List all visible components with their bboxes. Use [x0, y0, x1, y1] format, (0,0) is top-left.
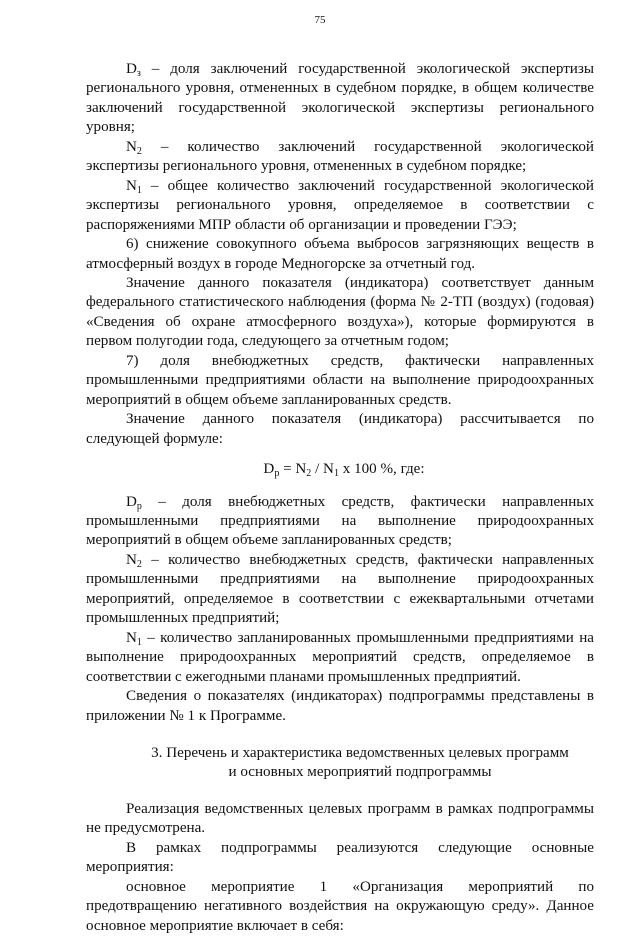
- page-body: [86, 60, 594, 936]
- formula-divide-n: / N: [311, 461, 334, 478]
- definition-n1-expertise: [86, 177, 594, 235]
- section-heading-line-1: 3. Перечень и характеристика ведомственных целевых программ: [151, 744, 569, 761]
- definition-n2-text: – количество заключений государственной экологической экспертизы регионального уровня, отмененных в судебном порядке;: [86, 138, 594, 175]
- symbol-n2-funds: N: [126, 551, 137, 568]
- definition-n1-funds: [86, 629, 594, 687]
- formula: [86, 460, 594, 479]
- symbol-n1-funds: N: [126, 629, 137, 646]
- symbol-dp: D: [126, 493, 137, 510]
- formula-equals-n: = N: [279, 461, 307, 478]
- definition-n2-expertise: [86, 138, 594, 177]
- symbol-d3: D: [126, 61, 137, 77]
- subscript-n2: 2: [136, 145, 142, 157]
- subscript-dp: р: [136, 500, 142, 512]
- paragraph-main-activity-1: основное мероприятие 1 «Организация мероприятий по предотвращению негативного воздействия на окружающую среду». Данное основное мероприятие включает в себя:: [86, 878, 594, 934]
- definition-dp-text: – доля внебюджетных средств, фактически направленных промышленными предприятиями на выполнение природоохранных мероприятий в общем объеме запланированных средств;: [86, 493, 594, 549]
- indicators-summary: Сведения о показателях (индикаторах) подпрограммы представлены в приложении № 1 к Программе.: [86, 688, 594, 724]
- symbol-n2: N: [126, 138, 137, 155]
- section-spacer: [86, 726, 594, 744]
- definition-dp: [86, 493, 594, 551]
- indicator-7-value-note: Значение данного показателя (индикатора) рассчитывается по следующей формуле:: [86, 411, 594, 447]
- indicator-item-6: 6) снижение совокупного объема выбросов загрязняющих веществ в атмосферный воздух в городе Медногорске за отчетный год.: [86, 236, 594, 272]
- formula-dp-subscript: р: [274, 468, 280, 480]
- section-spacer-2: [86, 782, 594, 800]
- formula-tail: x 100 %, где:: [338, 461, 425, 478]
- paragraph-main-activities-intro: В рамках подпрограммы реализуются следующие основные мероприятия:: [86, 839, 594, 876]
- definition-d3-text: – доля заключений государственной экологической экспертизы регионального уровня, отмененных в судебном порядке, в общем количестве заключений государственной экологической экспертизы регионального уровня;: [86, 61, 594, 136]
- subscript-n2-funds: 2: [136, 558, 142, 570]
- definition-n2-funds-text: – количество внебюджетных средств, фактически направленных промышленными предприятиями на выполнение природоохранных мероприятий, определяемое в соответствии с ежеквартальными отчетами промышленных предприятий;: [86, 551, 594, 627]
- indicator-item-7: 7) доля внебюджетных средств, фактически направленных промышленными предприятиями области на выполнение природоохранных мероприятий в общем объеме запланированных средств.: [86, 352, 594, 408]
- subscript-n1-funds: 1: [136, 636, 142, 648]
- definition-n1-text: – общее количество заключений государственной экологической экспертизы регионального уровня, определяемое в соответствии с распоряжениями МПР области об организации и проведении ГЭЭ;: [86, 177, 594, 233]
- definition-n1-funds-text: – количество запланированных промышленными предприятиями на выполнение природоохранных мероприятий средств, определяемое в соответствии с ежегодными планами промышленных предприятий.: [86, 629, 594, 685]
- definition-d3: [86, 60, 594, 138]
- formula-n2-subscript: 2: [306, 468, 312, 480]
- section-heading: [86, 744, 594, 782]
- symbol-n1: N: [126, 177, 137, 194]
- indicator-6-value-note: Значение данного показателя (индикатора) соответствует данным федерального статистического наблюдения (форма № 2-ТП (воздух) (годовая) «Сведения об охране атмосферного воздуха»), которые формируются в первом полугодии года, следующего за отчетным годом;: [86, 274, 594, 350]
- definition-n2-funds: [86, 551, 594, 629]
- page-number: 75: [314, 14, 326, 26]
- paragraph-no-target-programs: Реализация ведомственных целевых программ в рамках подпрограммы не предусмотрена.: [86, 800, 594, 837]
- formula-dp: D: [263, 461, 275, 478]
- subscript-n1: 1: [136, 184, 142, 196]
- formula-n1-subscript: 1: [333, 468, 339, 480]
- section-heading-line-2: и основных мероприятий подпрограммы: [228, 763, 492, 780]
- subscript-d3: з: [136, 68, 141, 79]
